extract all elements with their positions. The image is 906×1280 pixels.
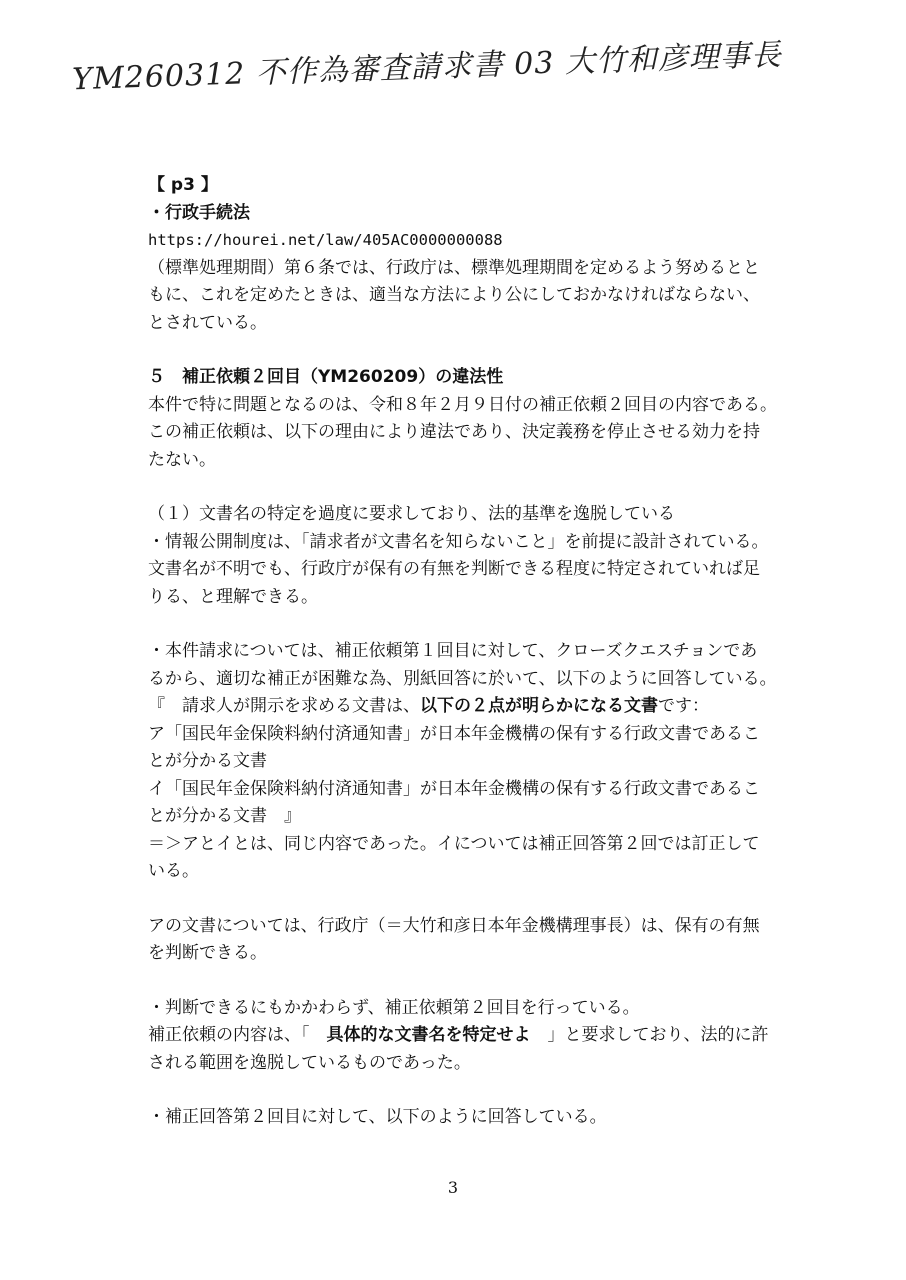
text-line: りる、と理解できる。: [148, 586, 318, 607]
quote-emphasis: 以下の２点が明らかになる文書: [420, 696, 658, 716]
page-reference: 【 p3 】: [148, 175, 218, 195]
text-line: この補正依頼は、以下の理由により違法であり、決定義務を停止させる効力を持: [148, 422, 760, 442]
text-line: るから、適切な補正が困難な為、別紙回答に於いて、以下のように回答している。: [148, 668, 777, 689]
text-line: [148, 1022, 848, 1050]
text-line: ・判断できるにもかかわらず、補正依頼第２回目を行っている。: [148, 997, 640, 1018]
text-line: （標準処理期間）第６条では、行政庁は、標準処理期間を定めるよう努めるとと: [148, 257, 760, 278]
item-a: [148, 721, 848, 776]
text-line: とが分かる文書: [148, 751, 267, 771]
law-url: https://hourei.net/law/405AC0000000088: [148, 231, 503, 249]
section-5-heading: ５ 補正依頼２回目（YM260209）の違法性: [148, 367, 504, 387]
paragraph-second-correction: [148, 995, 848, 1078]
law-title: ・行政手続法: [148, 202, 250, 223]
paragraph-first-correction: [148, 638, 848, 693]
subsection-1-heading: （１）文書名の特定を過度に要求しており、法的基準を逸脱している: [148, 504, 675, 524]
text-line: ・情報公開制度は、「請求者が文書名を知らないこと」を前提に設計されている。: [148, 531, 769, 552]
correction-demand-emphasis: 具体的な文書名を特定せよ: [326, 1025, 531, 1045]
paragraph-disclosure-system: [148, 529, 848, 612]
text-line: もに、これを定めたときは、適当な方法により公にしておかなければならない、: [148, 285, 760, 305]
text-line: アの文書については、行政庁（＝大竹和彦日本年金機構理事長）は、保有の有無: [148, 915, 760, 936]
paragraph-same-content-note: [148, 831, 848, 886]
text-line: いる。: [148, 861, 199, 881]
text-line: ア「国民年金保険料納付済通知書」が日本年金機構の保有する行政文書であるこ: [148, 723, 760, 744]
text-line: とが分かる文書 』: [148, 806, 301, 826]
document-body: [148, 172, 848, 1132]
paragraph-second-reply: ・補正回答第２回目に対して、以下のように回答している。: [148, 1107, 607, 1127]
handwritten-note-text: YM260312 不作為審査請求書 03 大竹和彦理事長: [71, 37, 783, 98]
text-span: 」と要求しており、法的に許: [530, 1025, 769, 1045]
text-span: 補正依頼の内容は、「: [148, 1025, 327, 1045]
text-line: ＝＞アとイとは、同じ内容であった。イについては補正回答第２回では訂正して: [148, 833, 760, 854]
text-line: を判断できる。: [148, 943, 267, 963]
paragraph-section-5-intro: [148, 392, 848, 475]
text-line: 文書名が不明でも、行政庁が保有の有無を判断できる程度に特定されていれば足: [148, 559, 760, 579]
quote-line: [148, 693, 848, 721]
handwritten-header-note: [71, 37, 783, 102]
quote-start: 『 請求人が開示を求める文書は、: [148, 696, 420, 716]
text-line: イ「国民年金保険料納付済通知書」が日本年金機構の保有する行政文書であるこ: [148, 778, 760, 799]
text-line: たない。: [148, 449, 216, 470]
text-line: される範囲を逸脱しているものであった。: [148, 1052, 471, 1073]
paragraph-standard-processing-period: [148, 255, 848, 338]
quote-end: です：: [658, 696, 709, 716]
item-i: [148, 776, 848, 831]
text-line: とされている。: [148, 312, 267, 333]
text-line: 本件で特に問題となるのは、令和８年２月９日付の補正依頼２回目の内容である。: [148, 394, 777, 415]
paragraph-document-a: [148, 913, 848, 968]
page-number: 3: [447, 1178, 459, 1197]
text-line: ・本件請求については、補正依頼第１回目に対して、クローズクエスチョンであ: [148, 641, 758, 661]
